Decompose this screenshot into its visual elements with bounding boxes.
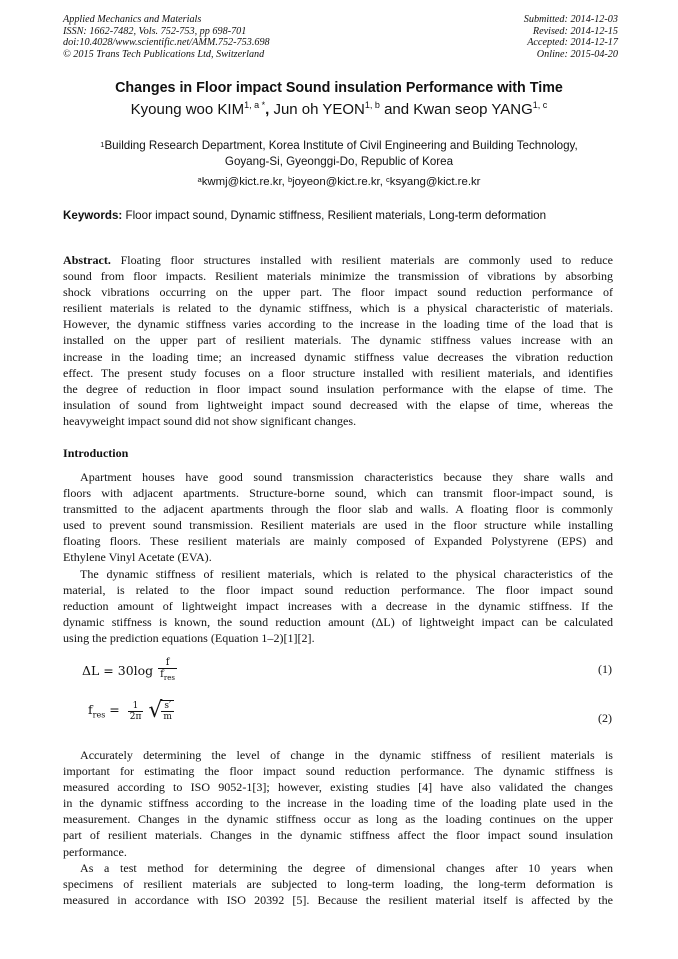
text-line: measured in accordance with ISO 20392 [5]. Because the resilient material itself is affected by the — [63, 893, 613, 908]
dates-info — [524, 14, 618, 60]
sqrt-icon: √ — [148, 698, 163, 723]
text-line: using the prediction equations (Equation 1–2)[1][2]. — [63, 631, 315, 646]
online-date: Online: 2015-04-20 — [536, 48, 618, 60]
revised-date: Revised: 2014-12-15 — [532, 25, 618, 37]
keywords-label: Keywords: — [63, 209, 123, 222]
author-separator: , — [265, 101, 274, 118]
text-line: measured according to ISO 9052-1[3]; however, existing studies [4] have also validated the changes — [63, 780, 613, 795]
accepted-date: Accepted: 2014-12-17 — [527, 37, 618, 49]
keywords — [63, 209, 623, 222]
equation-lhs: f — [88, 702, 93, 718]
author-name: Kyoung woo KIM — [130, 101, 245, 118]
doi: doi:10.4028/www.scientific.net/AMM.752-753.698 — [63, 37, 270, 49]
email-link[interactable]: joyeon@kict.re.kr — [292, 176, 380, 188]
email-link[interactable]: kwmj@kict.re.kr — [201, 176, 282, 188]
abstract-line: installed on the upper part of resilient materials. The dynamic stiffness values increase with an — [63, 333, 613, 348]
text-line: measurement. Changes in the dynamic stiffness occur as long as the loading continues on the upper — [63, 812, 613, 827]
author-and: and — [379, 101, 414, 118]
author-name: Kwan seop YANG — [413, 101, 533, 118]
text-line: Apartment houses have good sound transmission characteristics because they share walls and — [80, 470, 613, 484]
journal-info — [63, 14, 270, 60]
affiliation — [0, 138, 678, 170]
section-heading-introduction: Introduction — [63, 446, 129, 460]
fraction — [161, 700, 174, 722]
text-line: Accurately determining the level of change in the dynamic stiffness of resilient materials is — [80, 748, 613, 762]
journal-name: Applied Mechanics and Materials — [63, 14, 202, 25]
intro-paragraph-4 — [63, 860, 613, 908]
subscript: res — [92, 710, 106, 720]
fraction-denominator: 2π — [129, 711, 142, 722]
abstract-line: sound from floor impacts. Resilient materials minimize the transmission of vibrations by absorbing — [63, 269, 613, 284]
abstract-line: the degree of reduction in floor impact sound insulation performance with the elapse of time. The — [63, 381, 613, 396]
affiliation-line-2: Goyang-Si, Gyeonggi-Do, Republic of Korea — [224, 155, 454, 168]
author-sup: 1, b — [364, 100, 380, 110]
fraction — [128, 701, 144, 722]
text-line: important for estimating the floor impact sound reduction performance. The dynamic stiffness is — [63, 764, 613, 779]
equation-number: (2) — [598, 711, 612, 725]
text-line: performance. — [63, 844, 127, 859]
submitted-date: Submitted: 2014-12-03 — [523, 14, 618, 25]
subscript: res — [163, 674, 175, 682]
fraction-denominator: m — [163, 712, 172, 722]
equation-lhs: ΔL = 30log — [82, 663, 154, 678]
abstract-line: However, the dynamic stiffness varies according to the increase in the loading time of the load that is — [63, 317, 613, 332]
text-line: floors with adjacent apartments. Structure-borne sound, which can transmit floor-impact sound, is — [63, 486, 613, 501]
author-sup: 1, c — [532, 100, 548, 110]
text-line: used to prevent sound transmission. Resilient materials are used in the floor structure while installing — [63, 518, 613, 533]
equals-sign: = — [105, 702, 124, 718]
email-sup: a — [197, 175, 202, 184]
abstract — [63, 252, 613, 429]
text-line: As a test method for determining the degree of dimensional changes after 10 years when — [80, 861, 613, 875]
text-line: dynamic stiffness is known, the sound reduction amount (ΔL) of lightweight impact can be calculated — [63, 615, 613, 630]
email-link[interactable]: ksyang@kict.re.kr — [389, 176, 481, 188]
keywords-text: Floor impact sound, Dynamic stiffness, Resilient materials, Long-term deformation — [125, 209, 547, 222]
paper-title: Changes in Floor impact Sound insulation Performance with Time — [115, 80, 563, 96]
text-line: The dynamic stiffness of resilient materials, which is related to the physical characteristics of the — [80, 567, 613, 581]
abstract-line: resilient materials is related to the dynamic stiffness, which is a physical characteristic of materials. — [63, 301, 613, 316]
equation-number: (1) — [598, 662, 612, 676]
equation-1 — [82, 657, 177, 684]
intro-paragraph-1 — [63, 469, 613, 566]
abstract-line: shock vibrations occurring on the upper part. The floor impact sound reduction performance of — [63, 285, 613, 300]
intro-paragraph-3 — [63, 747, 613, 860]
copyright: © 2015 Trans Tech Publications Ltd, Switzerland — [63, 48, 265, 60]
abstract-line: increase in the loading time; an increased dynamic stiffness value decreases the vibration reduction — [63, 349, 613, 364]
text-line: floating floors. These resilient materials are mainly composed of Expanded Polystyrene (EPS) and — [63, 534, 613, 549]
author-list — [0, 101, 678, 118]
text-line: part of resilient materials. Changes in the dynamic stiffness affect the floor impact sound insulation — [63, 828, 613, 843]
author-sup: 1, a * — [244, 100, 266, 110]
text-line: transmitted to the adjacent apartments through the floor slab and walls. A floating floor is commonly — [63, 502, 613, 517]
fraction-denominator: f — [160, 669, 164, 680]
fraction-numerator: s′ — [161, 701, 174, 712]
fraction — [158, 657, 177, 684]
fraction-numerator: 1 — [128, 701, 144, 712]
text-line: material, is related to the floor impact sound reduction performance. The floor impact sound — [63, 583, 613, 598]
email-sup: c — [386, 175, 390, 184]
author-name: Jun oh YEON — [273, 101, 365, 118]
email-list: $^a$kwmj@kict.re.kr, $^b$joyeon@kict.re.kr, $^c$ksyang@kict.re.kr — [197, 175, 481, 188]
text-line: reduction amount of lightweight impact increases with a decrease in the dynamic stiffness. If the — [63, 599, 613, 614]
abstract-line: effect. The present study focuses on a floor structure installed with resilient materials, and identifies — [63, 365, 613, 380]
issn: ISSN: 1662-7482, Vols. 752-753, pp 698-701 — [63, 25, 247, 37]
abstract-line: insulation of sound from lightweight impact sound decreased with the elapse of time, whereas the — [63, 397, 613, 412]
abstract-label: Abstract. — [63, 253, 111, 267]
affiliation-sup: 1 — [100, 140, 105, 149]
intro-paragraph-2 — [63, 566, 613, 646]
abstract-line: heavyweight impact sound did not show significant changes. — [63, 413, 357, 428]
abstract-line: Floating floor structures installed with resilient materials are commonly used to reduce — [110, 253, 613, 267]
email-sup: b — [287, 175, 293, 184]
affiliation-line-1: Building Research Department, Korea Institute of Civil Engineering and Building Technology, — [104, 139, 578, 152]
fraction-numerator: f — [158, 657, 177, 669]
text-line: specimens of resilient materials are subjected to long-term loading, the long-term deformation is — [63, 877, 613, 892]
equation-2 — [88, 700, 174, 722]
text-line: Ethylene Vinyl Acetate (EVA). — [63, 550, 212, 565]
text-line: in the dynamic stiffness according to the increase in the loading time of the loading plate used in the — [63, 796, 613, 811]
